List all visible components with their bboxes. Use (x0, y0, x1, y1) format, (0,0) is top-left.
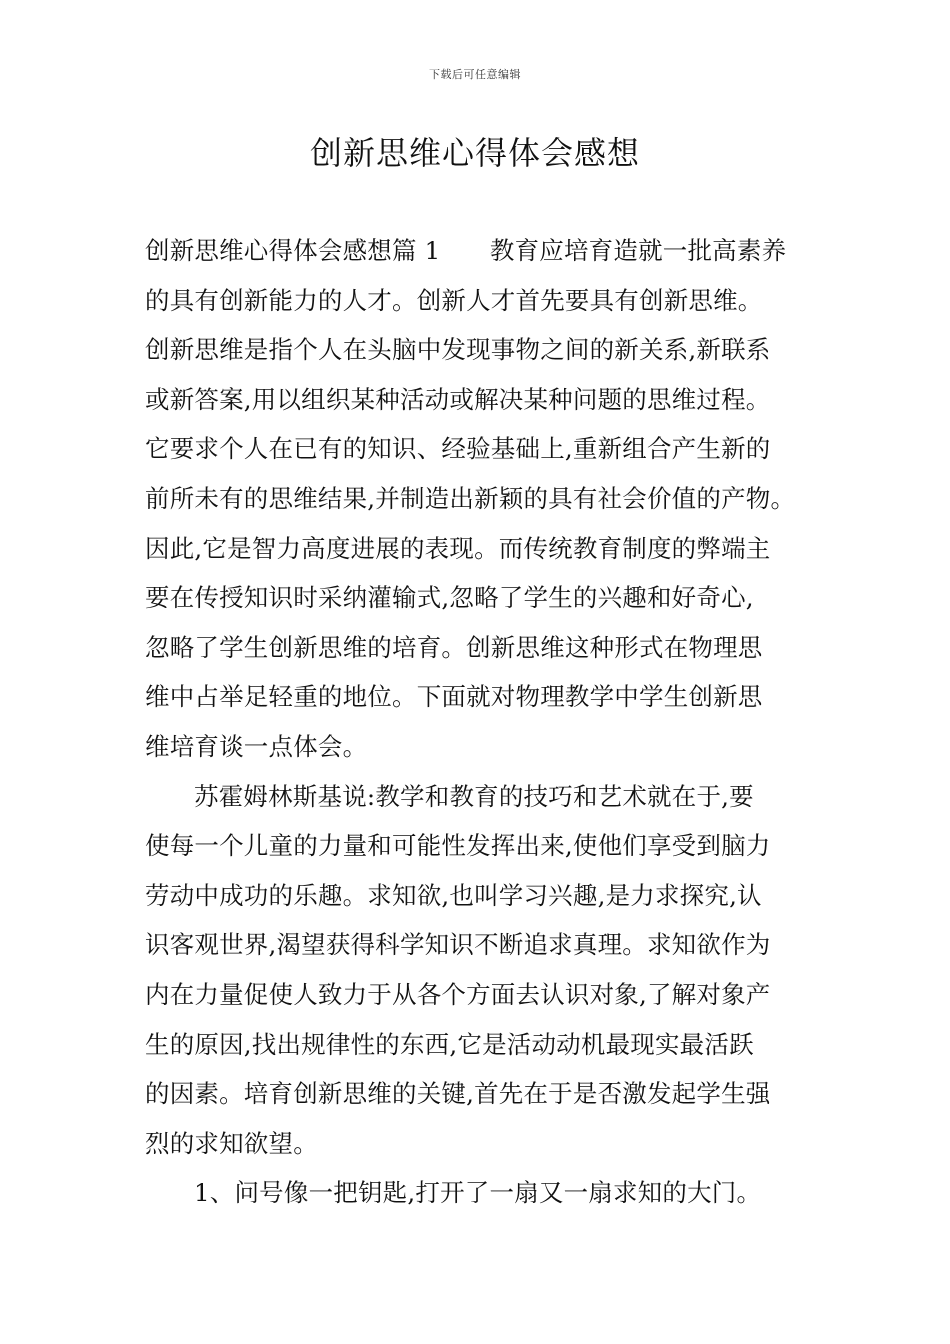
paragraph-line: 前所未有的思维结果,并制造出新颖的具有社会价值的产物。 (145, 483, 796, 513)
paragraph-line: 创新思维心得体会感想篇 1 教育应培育造就一批高素养 (145, 236, 787, 265)
paragraph-line: 内在力量促使人致力于从各个方面去认识对象,了解对象产 (145, 979, 771, 1009)
paragraph-line: 忽略了学生创新思维的培育。创新思维这种形式在物理思 (145, 632, 763, 662)
paragraph-line: 劳动中成功的乐趣。求知欲,也叫学习兴趣,是力求探究,认 (145, 880, 762, 910)
paragraph-line: 或新答案,用以组织某种活动或解决某种问题的思维过程。 (145, 384, 771, 414)
paragraph-line: 生的原因,找出规律性的东西,它是活动动机最现实最活跃 (145, 1029, 754, 1059)
document-title: 创新思维心得体会感想 (309, 134, 640, 172)
paragraph-line: 因此,它是智力高度进展的表现。而传统教育制度的弊端主 (145, 533, 771, 563)
header-note: 下载后可任意编辑 (429, 68, 521, 81)
document-body (145, 226, 810, 1218)
paragraph-line: 它要求个人在已有的知识、经验基础上,重新组合产生新的 (145, 434, 771, 464)
paragraph-line: 识客观世界,渴望获得科学知识不断追求真理。求知欲作为 (145, 930, 771, 960)
paragraph-line: 1、问号像一把钥匙,打开了一扇又一扇求知的大门。 (194, 1178, 762, 1208)
paragraph-line: 维培育谈一点体会。 (145, 731, 368, 761)
paragraph-line: 烈的求知欲望。 (145, 1128, 318, 1158)
paragraph-line: 维中占举足轻重的地位。下面就对物理教学中学生创新思 (145, 682, 763, 712)
paragraph-line: 苏霍姆林斯基说:教学和教育的技巧和艺术就在于,要 (194, 781, 754, 811)
paragraph-line: 使每一个儿童的力量和可能性发挥出来,使他们享受到脑力 (145, 831, 771, 861)
paragraph-line: 创新思维是指个人在头脑中发现事物之间的新关系,新联系 (145, 335, 771, 365)
paragraph-line: 的具有创新能力的人才。创新人才首先要具有创新思维。 (145, 285, 763, 315)
paragraph-line: 要在传授知识时采纳灌输式,忽略了学生的兴趣和好奇心, (145, 583, 754, 613)
paragraph-line: 的因素。培育创新思维的关键,首先在于是否激发起学生强 (145, 1079, 771, 1109)
